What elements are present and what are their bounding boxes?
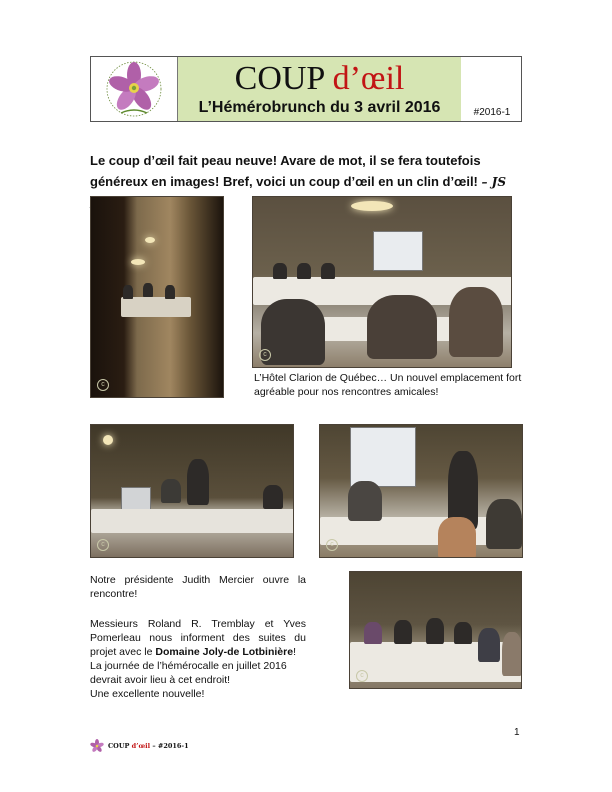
footer-coup: COUP bbox=[108, 742, 132, 750]
photo-president bbox=[90, 424, 294, 558]
photo-audience bbox=[349, 571, 522, 689]
paragraph-good-news: Une excellente nouvelle! bbox=[90, 688, 205, 700]
daylily-logo-icon bbox=[91, 57, 177, 121]
body-text bbox=[90, 617, 306, 701]
copyright-mark-icon: c bbox=[326, 539, 338, 551]
footer-issue: – #2016-1 bbox=[150, 742, 189, 750]
title-band bbox=[178, 57, 461, 121]
issue-number: #2016-1 bbox=[473, 107, 511, 118]
copyright-mark-icon: c bbox=[259, 349, 271, 361]
caption-hotel: L’Hôtel Clarion de Québec… Un nouvel emplacement fort agréable pour nos rencontres amicales! bbox=[254, 372, 522, 398]
paragraph-president: Notre présidente Judith Mercier ouvre la rencontre! bbox=[90, 574, 306, 600]
newsletter-title bbox=[178, 61, 461, 97]
copyright-mark-icon: c bbox=[97, 539, 109, 551]
project-text-before: Messieurs Roland R. Tremblay et Yves Pomerleau nous informent des suites du projet avec le bbox=[90, 618, 306, 658]
newsletter-subtitle: L’Hémérobrunch du 3 avril 2016 bbox=[198, 99, 441, 116]
photo-presenters bbox=[319, 424, 523, 558]
photo-hotel-doorway bbox=[90, 196, 224, 398]
copyright-mark-icon: c bbox=[97, 379, 109, 391]
page-number: 1 bbox=[514, 727, 520, 738]
project-text-after: ! bbox=[293, 646, 296, 658]
photo-meeting-room bbox=[252, 196, 512, 368]
paragraph-daylily-day: La journée de l’hémérocalle en juillet 2016 devrait avoir lieu à cet endroit! bbox=[90, 660, 287, 686]
footer bbox=[90, 738, 189, 754]
copyright-mark-icon: c bbox=[356, 670, 368, 682]
intro-signature: – JS bbox=[481, 175, 507, 189]
footer-text bbox=[108, 742, 189, 750]
title-coup: COUP bbox=[234, 60, 333, 97]
footer-doeil: d’œil bbox=[131, 742, 151, 750]
small-daylily-logo-icon bbox=[90, 739, 104, 753]
title-doeil: d’œil bbox=[332, 60, 405, 97]
header-box bbox=[90, 56, 522, 122]
logo-cell bbox=[91, 57, 178, 121]
intro-text: Le coup d’œil fait peau neuve! Avare de mot, il se fera toutefois généreux en images! Bref, voici un coup d’œil en un clin d’œil! bbox=[90, 153, 482, 189]
paragraph-project bbox=[90, 617, 306, 659]
domaine-name: Domaine Joly-de Lotbinière bbox=[155, 646, 294, 658]
